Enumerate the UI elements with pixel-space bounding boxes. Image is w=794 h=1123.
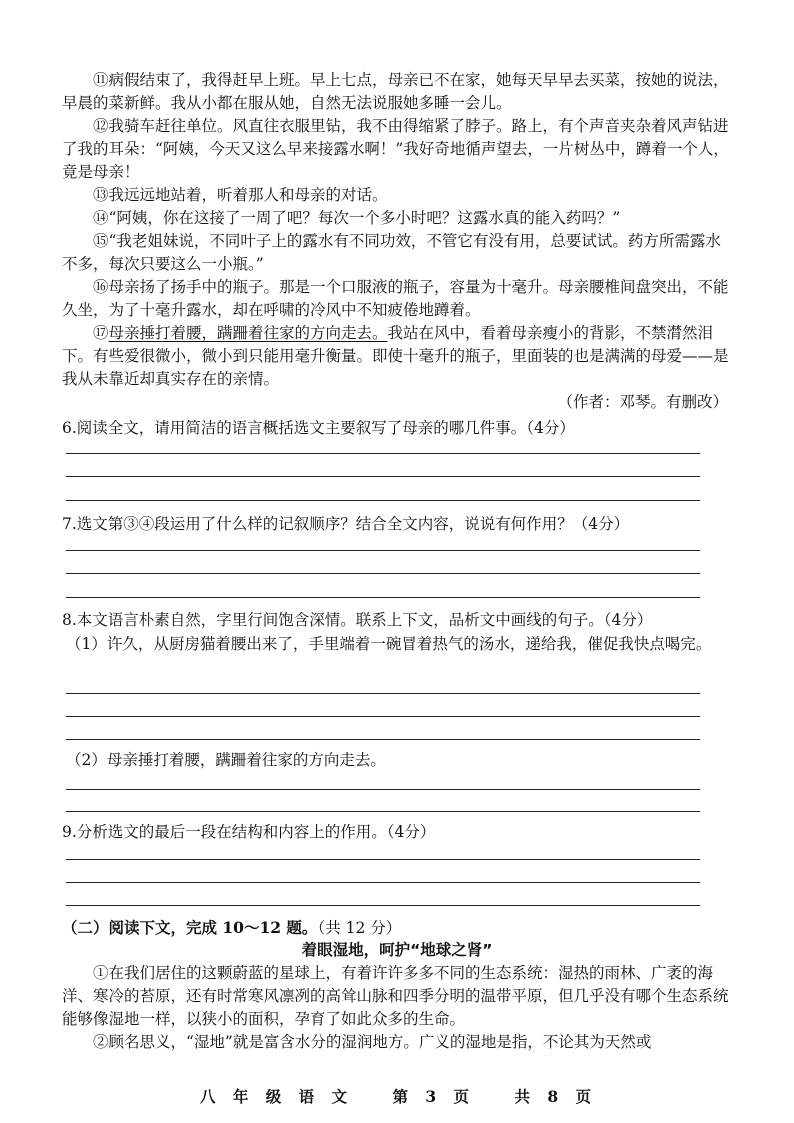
question-9: 9.分析选文的最后一段在结构和内容上的作用。（4分）	[62, 823, 436, 841]
paragraph-16: ⑯母亲扬了扬手中的瓶子。那是一个口服液的瓶子，容量为十毫升。母亲腰椎间盘突出，不能久坐，为了十毫升露水，却在呼啸的冷风中不知疲倦地蹲着。	[62, 278, 729, 319]
article-paragraph-2: ②顾名思义，“湿地”就是富含水分的湿润地方。广义的湿地是指，不论其为天然或	[93, 1033, 652, 1051]
source-attribution: （作者：邓琴。有删改）	[557, 393, 728, 411]
question-6: 6.阅读全文，请用简洁的语言概括选文主要叙写了母亲的哪几件事。（4分）	[62, 419, 575, 437]
answer-line[interactable]	[66, 573, 700, 574]
answer-line[interactable]	[66, 550, 700, 551]
question-7: 7.选文第③④段运用了什么样的记叙顺序？结合全文内容，说说有何作用？（4分）	[62, 515, 630, 533]
answer-line[interactable]	[66, 500, 700, 501]
article-title: 着眼湿地，呵护“地球之肾”	[301, 941, 493, 959]
article-paragraph-1: ①在我们居住的这颗蔚蓝的星球上，有着许许多多不同的生态系统：湿热的雨林、广袤的海洋、寒冷的苔原，还有时常寒风凛冽的高耸山脉和四季分明的温带平原，但几乎没有哪个生态系统能够像湿地一样，以狭小的面积，孕育了如此众多的生命。	[62, 964, 729, 1028]
answer-line[interactable]	[66, 859, 700, 860]
underlined-sentence: 母亲捶打着腰，蹒跚着往家的方向走去。	[108, 324, 388, 342]
answer-line[interactable]	[66, 716, 700, 717]
paragraph-12: ⑫我骑车赶往单位。风直往衣服里钻，我不由得缩紧了脖子。路上，有个声音夹杂着风声钻进了我的耳朵：“阿姨，今天又这么早来接露水啊！”我好奇地循声望去，一片树丛中，蹲着一个人，竟是母亲！	[62, 117, 729, 181]
answer-line[interactable]	[66, 739, 700, 740]
paragraph-17-number: ⑰	[93, 324, 109, 342]
paragraph-11: ⑪病假结束了，我得赶早上班。早上七点，母亲已不在家，她每天早早去买菜，按她的说法，早晨的菜新鲜。我从小都在服从她，自然无法说服她多睡一会儿。	[62, 71, 729, 112]
paragraph-14: ⑭“阿姨，你在这接了一周了吧？每次一个多小时吧？这露水真的能入药吗？”	[93, 209, 621, 227]
paragraph-13: ⑬我远远地站着，听着那人和母亲的对话。	[93, 186, 388, 204]
answer-line[interactable]	[66, 453, 700, 454]
question-8-part-1: （1）许久，从厨房猫着腰出来了，手里端着一碗冒着热气的汤水，递给我，催促我快点喝完。	[66, 635, 712, 653]
page-footer	[0, 1085, 794, 1107]
section-2-instruction: （二）阅读下文，完成 10～12 题。	[62, 918, 318, 937]
answer-line[interactable]	[66, 789, 700, 790]
answer-line[interactable]	[66, 693, 700, 694]
answer-line[interactable]	[66, 905, 700, 906]
answer-line[interactable]	[66, 882, 700, 883]
answer-line[interactable]	[66, 811, 700, 812]
answer-line[interactable]	[66, 476, 700, 477]
footer-total-pages: 共 8 页	[514, 1087, 595, 1106]
footer-page-number: 第 3 页	[392, 1087, 473, 1106]
answer-line[interactable]	[66, 597, 700, 598]
section-2-heading	[62, 916, 734, 940]
paragraph-15: ⑮“我老姐妹说，不同叶子上的露水有不同功效，不管它有没有用，总要试试。药方所需露水不多，每次只要这么一小瓶。”	[62, 232, 721, 273]
paragraph-17	[62, 322, 734, 391]
question-8: 8.本文语言朴素自然，字里行间饱含深情。联系上下文，品析文中画线的句子。（4分）	[62, 611, 653, 629]
section-2-points: （共 12 分）	[317, 919, 402, 937]
question-8-part-2: （2）母亲捶打着腰，蹒跚着往家的方向走去。	[66, 751, 386, 769]
paragraph-17-rest: 我站在风中，看着母亲瘦小的背影，不禁潸然泪下。有些爱很微小，微小到只能用毫升衡量。即使十毫升的瓶子，里面装的也是满满的母爱——是我从未靠近却真实存在的亲情。	[62, 324, 729, 388]
footer-subject: 八 年 级 语 文	[199, 1087, 351, 1106]
